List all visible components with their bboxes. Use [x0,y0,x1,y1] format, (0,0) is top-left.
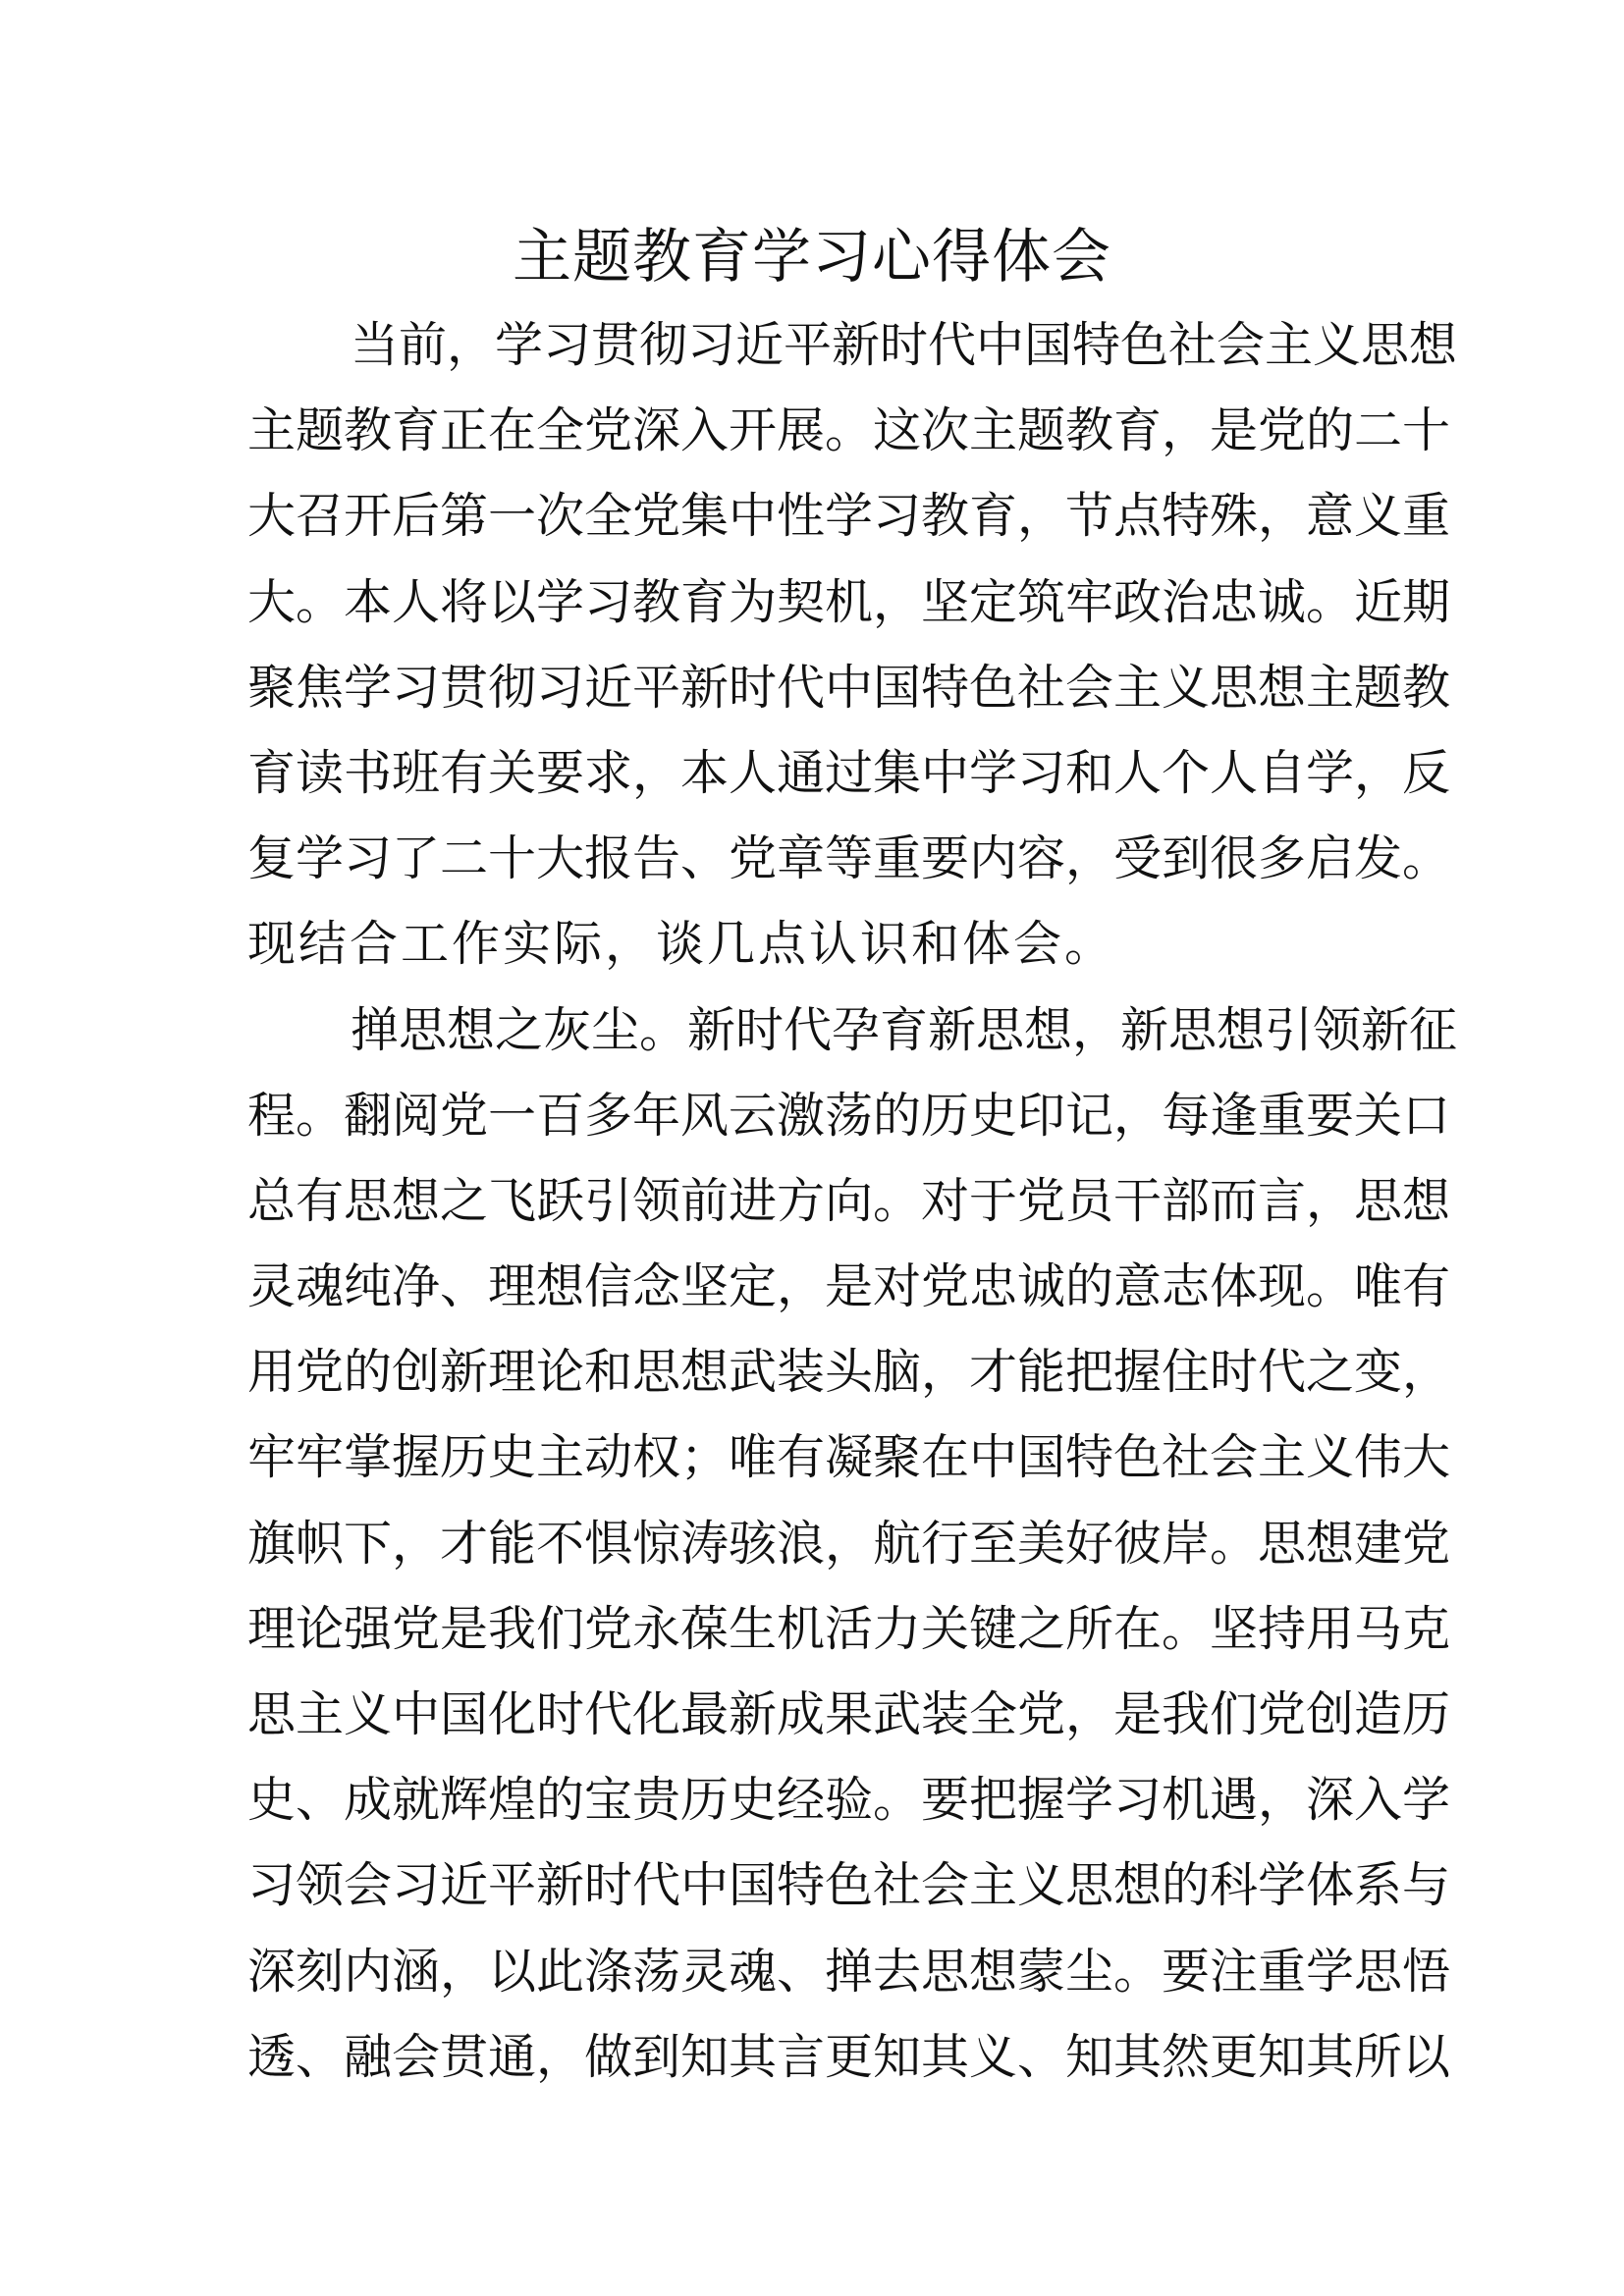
paragraph-1 [247,302,1458,988]
text-line: 当前，学习贯彻习近平新时代中国特色社会主义思想 [351,317,1458,373]
text-line: 透、融会贯通，做到知其言更知其义、知其然更知其所以 [247,2028,1451,2085]
text-line: 史、成就辉煌的宝贵历史经验。要把握学习机遇，深入学 [247,1772,1451,1829]
text-line: 理论强党是我们党永葆生机活力关键之所在。坚持用马克 [247,1600,1451,1657]
text-line: 灵魂纯净、理想信念坚定，是对党忠诚的意志体现。唯有 [247,1258,1451,1315]
text-line: 大召开后第一次全党集中性学习教育，节点特殊，意义重 [247,488,1451,545]
paragraph-2 [247,988,1458,2100]
text-line: 牢牢掌握历史主动权；唯有凝聚在中国特色社会主义伟大 [247,1429,1451,1486]
text-line: 旗帜下，才能不惧惊涛骇浪，航行至美好彼岸。思想建党 [247,1515,1451,1572]
text-line: 育读书班有关要求，本人通过集中学习和人个人自学，反 [247,744,1451,801]
text-line: 用党的创新理论和思想武装头脑，才能把握住时代之变， [247,1344,1451,1401]
document-title: 主题教育学习心得体会 [513,223,1111,292]
text-line: 思主义中国化时代化最新成果武装全党，是我们党创造历 [247,1686,1451,1742]
text-line: 总有思想之飞跃引领前进方向。对于党员干部而言，思想 [247,1172,1451,1229]
text-line: 现结合工作实际，谈几点认识和体会。 [247,916,1116,973]
text-line: 深刻内涵，以此涤荡灵魂、掸去思想蒙尘。要注重学思悟 [247,1943,1451,2000]
text-line: 掸思想之灰尘。新时代孕育新思想，新思想引领新征 [351,1001,1458,1058]
text-line: 习领会习近平新时代中国特色社会主义思想的科学体系与 [247,1857,1451,1914]
text-line: 主题教育正在全党深入开展。这次主题教育，是党的二十 [247,402,1451,459]
text-line: 大。本人将以学习教育为契机，坚定筑牢政治忠诚。近期 [247,573,1451,630]
text-line: 程。翻阅党一百多年风云激荡的历史印记，每逢重要关口 [247,1087,1451,1144]
text-line: 聚焦学习贯彻习近平新时代中国特色社会主义思想主题教 [247,659,1451,716]
text-line: 复学习了二十大报告、党章等重要内容，受到很多启发。 [247,830,1451,887]
document-body [247,302,1458,2100]
